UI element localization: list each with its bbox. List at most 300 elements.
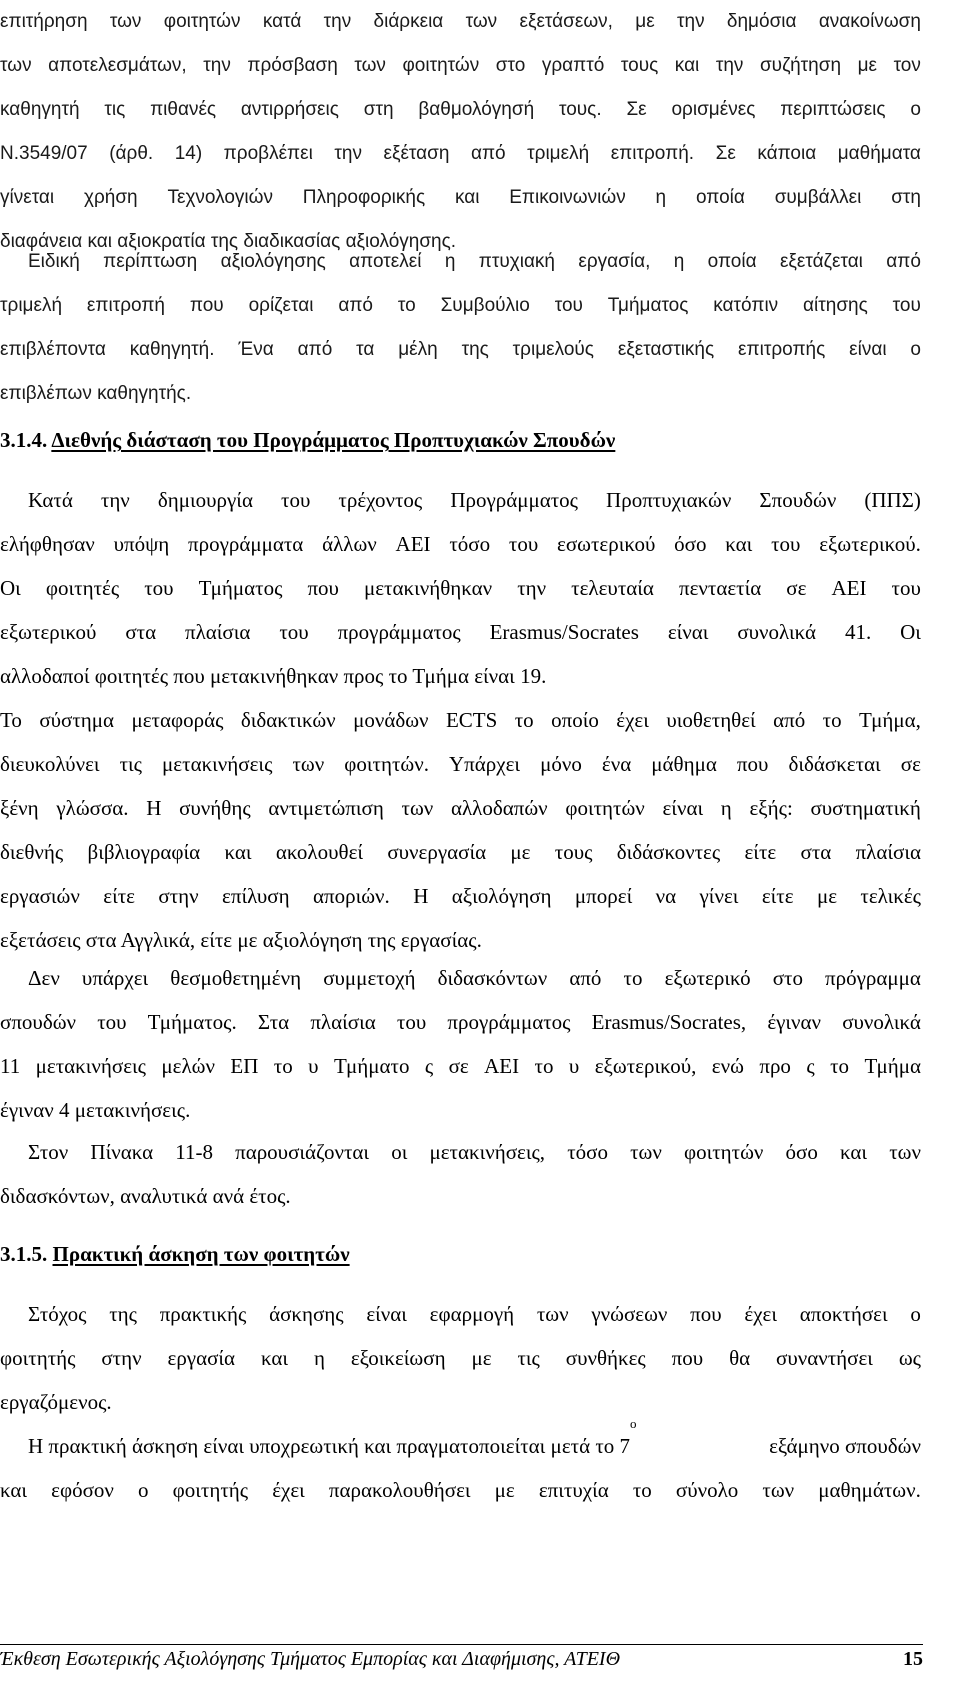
- section-heading-3-1-5: [0, 1242, 350, 1267]
- word: φοιτητών: [683, 1140, 764, 1164]
- footer-title: Έκθεση Εσωτερικής Αξιολόγησης Τμήματος Εμπορίας και Διαφήμισης, ΑΤΕΙΘ: [0, 1648, 621, 1670]
- word: σπουδών: [0, 1010, 77, 1034]
- word: και: [454, 187, 480, 208]
- word: ξένη: [0, 796, 39, 820]
- word: οι: [391, 1140, 408, 1164]
- word: της: [109, 1302, 137, 1326]
- word: πτυχιακή: [478, 251, 556, 272]
- word: είτε: [744, 840, 777, 864]
- word: των: [465, 11, 498, 32]
- word: του: [144, 576, 174, 600]
- word: Τμήμα: [864, 1054, 921, 1078]
- word: του: [892, 295, 921, 316]
- word: και: [260, 1346, 289, 1370]
- word: διδακτικών: [240, 708, 336, 732]
- word: Ένα: [238, 339, 274, 360]
- word: από: [773, 708, 806, 732]
- word: μέλη: [398, 339, 438, 360]
- word: μαθημάτων.: [818, 1478, 921, 1502]
- word: εξοικείωση: [350, 1346, 446, 1370]
- word: προ: [759, 1054, 791, 1078]
- word: διδάσκεται: [788, 752, 881, 776]
- text-line: [0, 44, 921, 88]
- word: αντιμετώπιση: [268, 796, 384, 820]
- text-line: [0, 478, 921, 522]
- word: στη: [363, 99, 394, 120]
- word: άλλων: [322, 532, 377, 556]
- word: βαθμολόγησή: [418, 99, 535, 120]
- page-footer: [0, 1648, 923, 1671]
- word: και: [725, 532, 753, 556]
- word: η: [673, 251, 685, 272]
- word: και: [0, 1478, 28, 1502]
- word: της: [461, 339, 489, 360]
- word: πλαίσια: [185, 620, 251, 644]
- word: τριμελή: [527, 143, 590, 164]
- word: φοιτητής: [172, 1478, 249, 1502]
- word: πρακτικής: [159, 1302, 247, 1326]
- word: συμβάλλει: [774, 187, 862, 208]
- word: Σε: [626, 99, 647, 120]
- word: τριμελή: [0, 295, 63, 316]
- word: καθηγητή: [0, 99, 80, 120]
- word: και: [840, 1140, 868, 1164]
- word: ένα: [601, 752, 632, 776]
- word: μόνο: [540, 752, 582, 776]
- word: ορίζεται: [248, 295, 314, 316]
- word: πλαίσια: [310, 1010, 376, 1034]
- word: με: [494, 1478, 515, 1502]
- word: του: [554, 295, 583, 316]
- paragraph-international: [0, 478, 921, 962]
- word: γνώσεων: [591, 1302, 668, 1326]
- word: Προπτυχιακών: [606, 488, 732, 512]
- word: επίλυση: [222, 884, 290, 908]
- word: με: [635, 11, 655, 32]
- word: που: [690, 1302, 722, 1326]
- word: πρόγραμμα: [825, 966, 921, 990]
- text-line: [0, 522, 921, 566]
- word: που: [307, 576, 339, 600]
- word: αξιολόγησης: [220, 251, 326, 272]
- word: συνήθης: [179, 796, 251, 820]
- word: εξετάζεται: [779, 251, 863, 272]
- word: έχει: [272, 1478, 305, 1502]
- word: των: [630, 1140, 662, 1164]
- word: σύνολο: [675, 1478, 739, 1502]
- word: βιβλιογραφία: [87, 840, 201, 864]
- word: εξέταση: [383, 143, 450, 164]
- word: το: [623, 966, 643, 990]
- word: Τμήματο: [333, 1054, 410, 1078]
- word: του: [771, 532, 801, 556]
- word: την: [203, 55, 231, 76]
- heading-number: 3.1.4.: [0, 428, 48, 452]
- word: το: [273, 1054, 293, 1078]
- word: την: [334, 143, 362, 164]
- word: οποίο: [551, 708, 599, 732]
- word: στα: [800, 840, 832, 864]
- word: θα: [729, 1346, 751, 1370]
- paragraph-faculty-mobility: [0, 956, 921, 1132]
- word: αποτελεσμάτων,: [48, 55, 187, 76]
- word: ΑΕΙ: [484, 1054, 520, 1078]
- word: φοιτητών.: [344, 752, 429, 776]
- text-line: [0, 176, 921, 220]
- word: (άρθ.: [109, 143, 154, 164]
- word: συνεργασία: [387, 840, 487, 864]
- word: ο: [910, 339, 921, 360]
- word: τους: [620, 55, 659, 76]
- word: Οι: [900, 620, 921, 644]
- text-line: [0, 1292, 921, 1336]
- word: ο: [910, 99, 921, 120]
- word: ελήφθησαν: [0, 532, 95, 556]
- word: από: [569, 966, 602, 990]
- heading-number: 3.1.5.: [0, 1242, 48, 1266]
- word: παρουσιάζονται: [235, 1140, 370, 1164]
- word: ως: [898, 1346, 921, 1370]
- word: στην: [101, 1346, 142, 1370]
- word: Erasmus/Socrates,: [591, 1010, 747, 1034]
- word: αποτελεί: [349, 251, 422, 272]
- word: των: [354, 55, 386, 76]
- word: με: [857, 55, 878, 76]
- word: και: [224, 840, 252, 864]
- word: τελικές: [860, 884, 921, 908]
- word: 14): [174, 143, 203, 164]
- word: επιβλέποντα: [0, 339, 106, 360]
- word: Ν.3549/07: [0, 143, 88, 164]
- word: υιοθετηθεί: [666, 708, 756, 732]
- text-segment: εξάμηνο σπουδών: [769, 1434, 921, 1458]
- word: συμμετοχή: [323, 966, 416, 990]
- word: η: [313, 1346, 325, 1370]
- word: από: [470, 143, 506, 164]
- word: χρήση: [83, 187, 138, 208]
- word: Υπάρχει: [449, 752, 521, 776]
- word: Πληροφορικής: [302, 187, 426, 208]
- word: σε: [786, 576, 807, 600]
- word: των: [0, 55, 32, 76]
- word: αποκτήσει: [799, 1302, 888, 1326]
- text-line: έγιναν 4 μετακινήσεις.: [0, 1098, 191, 1122]
- word: στην: [158, 884, 199, 908]
- word: των: [401, 796, 434, 820]
- word: προγράμματος: [337, 620, 461, 644]
- text-line: [0, 0, 921, 44]
- word: συναντήσει: [776, 1346, 873, 1370]
- word: γίνει: [699, 884, 739, 908]
- word: Ειδική: [28, 251, 80, 272]
- word: δημιουργία: [157, 488, 253, 512]
- word: του: [396, 1010, 427, 1034]
- word: ECTS: [445, 708, 498, 732]
- word: περίπτωση: [103, 251, 198, 272]
- word: την: [100, 488, 130, 512]
- paragraph-thesis: [0, 240, 921, 416]
- word: Η: [146, 796, 162, 820]
- word: μετακινήσεις: [35, 1054, 146, 1078]
- word: ο: [138, 1478, 149, 1502]
- text-line: [0, 786, 921, 830]
- word: συνολικά: [737, 620, 817, 644]
- word: η: [444, 251, 456, 272]
- word: του: [279, 620, 309, 644]
- word: τους.: [558, 99, 602, 120]
- word: να: [655, 884, 677, 908]
- text-line: [0, 1000, 921, 1044]
- word: Erasmus/Socrates: [489, 620, 639, 644]
- word: με: [816, 884, 838, 908]
- word: μετακινήθηκαν: [363, 576, 493, 600]
- word: συνολικά: [842, 1010, 921, 1034]
- text-line: [0, 1130, 921, 1174]
- word: αντιρρήσεις: [240, 99, 339, 120]
- word: των: [109, 11, 142, 32]
- word: Συμβούλιο: [440, 295, 530, 316]
- word: ορισμένες: [671, 99, 756, 120]
- word: ς: [806, 1054, 815, 1078]
- word: των: [292, 752, 325, 776]
- word: μαθήματα: [837, 143, 921, 164]
- word: Στα: [257, 1010, 290, 1034]
- word: αλλοδαπών: [450, 796, 548, 820]
- word: επιτροπής: [738, 339, 826, 360]
- word: του: [97, 1010, 127, 1034]
- word: το: [397, 295, 416, 316]
- word: διδασκόντων: [437, 966, 548, 990]
- word: την: [323, 11, 352, 32]
- word: υ: [568, 1054, 580, 1078]
- word: στη: [891, 187, 921, 208]
- paragraph-internship-goal: [0, 1292, 921, 1424]
- word: ς: [424, 1054, 434, 1078]
- word: επιτυχία: [538, 1478, 609, 1502]
- word: εργασία: [167, 1346, 236, 1370]
- word: υπόψη: [113, 532, 170, 556]
- word: τις: [119, 752, 142, 776]
- paragraph-internship-rules: [0, 1416, 921, 1512]
- word: σύστημα: [39, 708, 115, 732]
- word: είναι: [662, 796, 704, 820]
- word: Κατά: [28, 488, 73, 512]
- word: γραπτό: [541, 55, 605, 76]
- word: προβλέπει: [223, 143, 313, 164]
- word: Τεχνολογιών: [167, 187, 273, 208]
- text-line: εργαζόμενος.: [0, 1390, 112, 1414]
- word: έχει: [616, 708, 649, 732]
- word: πλαίσια: [855, 840, 921, 864]
- page-number: 15: [903, 1648, 923, 1670]
- word: στα: [125, 620, 157, 644]
- footer-divider: [0, 1644, 923, 1645]
- word: Σε: [715, 143, 736, 164]
- word: είναι: [849, 339, 887, 360]
- word: έγιναν: [767, 1010, 822, 1034]
- word: εξωτερικού: [0, 620, 97, 644]
- word: φοιτητών: [402, 55, 480, 76]
- section-heading-3-1-4: [0, 428, 615, 453]
- word: στο: [495, 55, 526, 76]
- word: περιπτώσεις: [780, 99, 886, 120]
- word: Τμήματος: [198, 576, 283, 600]
- word: τόσο: [567, 1140, 608, 1164]
- word: που: [189, 295, 224, 316]
- word: κατά: [262, 11, 302, 32]
- word: του: [508, 532, 539, 556]
- word: εξωτερικού,: [594, 1054, 697, 1078]
- word: είτε: [761, 884, 794, 908]
- word: ο: [910, 1302, 921, 1326]
- text-line: [0, 1416, 921, 1468]
- word: σε: [900, 752, 921, 776]
- word: εξωτερικό: [664, 966, 751, 990]
- word: στο: [772, 966, 803, 990]
- word: διευκολύνει: [0, 752, 100, 776]
- word: την: [715, 55, 744, 76]
- word: πιθανές: [150, 99, 217, 120]
- word: μπορεί: [574, 884, 633, 908]
- text-line: [0, 1468, 921, 1512]
- text-line: [0, 698, 921, 742]
- text-line: διδασκόντων, αναλυτικά ανά έτος.: [0, 1184, 291, 1208]
- word: θεσμοθετημένη: [170, 966, 302, 990]
- word: (ΠΠΣ): [864, 488, 921, 512]
- word: Στόχος: [28, 1302, 87, 1326]
- word: κάποια: [757, 143, 817, 164]
- word: Τμήμα,: [859, 708, 921, 732]
- word: μετακινήσεις,: [429, 1140, 546, 1164]
- word: διδάσκοντες: [616, 840, 721, 864]
- word: Το: [0, 708, 22, 732]
- word: φοιτητών: [163, 11, 241, 32]
- word: εφαρμογή: [429, 1302, 515, 1326]
- word: παρακολουθήσει: [328, 1478, 471, 1502]
- text-line: [0, 240, 921, 284]
- word: Τμήματος.: [147, 1010, 237, 1034]
- word: τριμελούς: [512, 339, 594, 360]
- text-line: [0, 328, 921, 372]
- word: επιτήρηση: [0, 11, 88, 32]
- word: του: [281, 488, 311, 512]
- text-line: [0, 956, 921, 1000]
- word: πρόσβαση: [247, 55, 338, 76]
- word: τρέχοντος: [338, 488, 423, 512]
- word: Στον: [28, 1140, 69, 1164]
- word: εργασιών: [0, 884, 80, 908]
- text-line: [0, 1044, 921, 1088]
- text-line: διαφάνεια και αξιοκρατία της διαδικασίας αξιολόγησης.: [0, 231, 457, 252]
- paragraph-assessment: [0, 0, 921, 264]
- word: τελευταία: [571, 576, 654, 600]
- word: η: [655, 187, 667, 208]
- word: το: [822, 708, 842, 732]
- word: προγράμματα: [187, 532, 304, 556]
- word: των: [536, 1302, 569, 1326]
- text-line: επιβλέπων καθηγητής.: [0, 383, 192, 404]
- word: ΕΠ: [230, 1054, 259, 1078]
- word: ενώ: [711, 1054, 744, 1078]
- word: διάρκεια: [373, 11, 444, 32]
- word: τόσο: [449, 532, 491, 556]
- word: συστηματική: [810, 796, 921, 820]
- text-line: [0, 874, 921, 918]
- word: μετακινήσεις: [162, 752, 273, 776]
- text-segment: Η πρακτική άσκηση είναι υποχρεωτική και πραγματοποιείται μετά το 7: [28, 1434, 631, 1458]
- superscript: ο: [630, 1416, 637, 1431]
- word: 41.: [844, 620, 872, 644]
- word: και: [674, 55, 700, 76]
- word: αίτησης: [803, 295, 868, 316]
- word: τα: [356, 339, 375, 360]
- word: το: [632, 1478, 652, 1502]
- word: οποία: [695, 187, 745, 208]
- text-line: [0, 88, 921, 132]
- word: από: [886, 251, 921, 272]
- word: όσο: [785, 1140, 818, 1164]
- word: δημόσια: [726, 11, 797, 32]
- word: Οι: [0, 576, 21, 600]
- word: τις: [517, 1346, 540, 1370]
- word: Πίνακα: [90, 1140, 154, 1164]
- word: το: [534, 1054, 554, 1078]
- word: η: [720, 796, 732, 820]
- word: τους: [554, 840, 593, 864]
- text-line: εξετάσεις στα Αγγλικά, είτε με αξιολόγηση της εργασίας.: [0, 928, 482, 952]
- word: επιτροπή: [86, 295, 165, 316]
- word: φοιτητής: [0, 1346, 76, 1370]
- paragraph-table-reference: [0, 1130, 921, 1218]
- text-line: [0, 742, 921, 786]
- word: την: [677, 11, 705, 32]
- word: άσκησης: [269, 1302, 344, 1326]
- word: εξεταστικής: [617, 339, 715, 360]
- word: το: [514, 708, 534, 732]
- word: εξωτερικού.: [819, 532, 921, 556]
- word: Προγράμματος: [450, 488, 578, 512]
- word: που: [736, 752, 769, 776]
- word: σε: [448, 1054, 469, 1078]
- word: μελών: [161, 1054, 215, 1078]
- word: διεθνής: [0, 840, 64, 864]
- word: όσο: [674, 532, 707, 556]
- word: είναι: [667, 620, 709, 644]
- word: ακολουθεί: [275, 840, 364, 864]
- word: με: [471, 1346, 492, 1370]
- word: εργασία,: [578, 251, 651, 272]
- word: ΑΕΙ: [395, 532, 431, 556]
- word: με: [510, 840, 531, 864]
- word: υ: [308, 1054, 319, 1078]
- word: Τμήματος: [607, 295, 689, 316]
- word: Δεν: [28, 966, 60, 990]
- word: Επικοινωνιών: [509, 187, 626, 208]
- word: οποία: [707, 251, 757, 272]
- word: τον: [893, 55, 921, 76]
- word: των: [762, 1478, 795, 1502]
- word: αποριών.: [313, 884, 390, 908]
- word: μεταφοράς: [131, 708, 224, 732]
- word: 11: [0, 1054, 21, 1078]
- word: τις: [104, 99, 126, 120]
- text-line: [0, 132, 921, 176]
- word: 11-8: [175, 1140, 213, 1164]
- word: που: [671, 1346, 704, 1370]
- word: Σπουδών: [759, 488, 837, 512]
- word: αξιολόγηση: [451, 884, 552, 908]
- text-line: [0, 610, 921, 654]
